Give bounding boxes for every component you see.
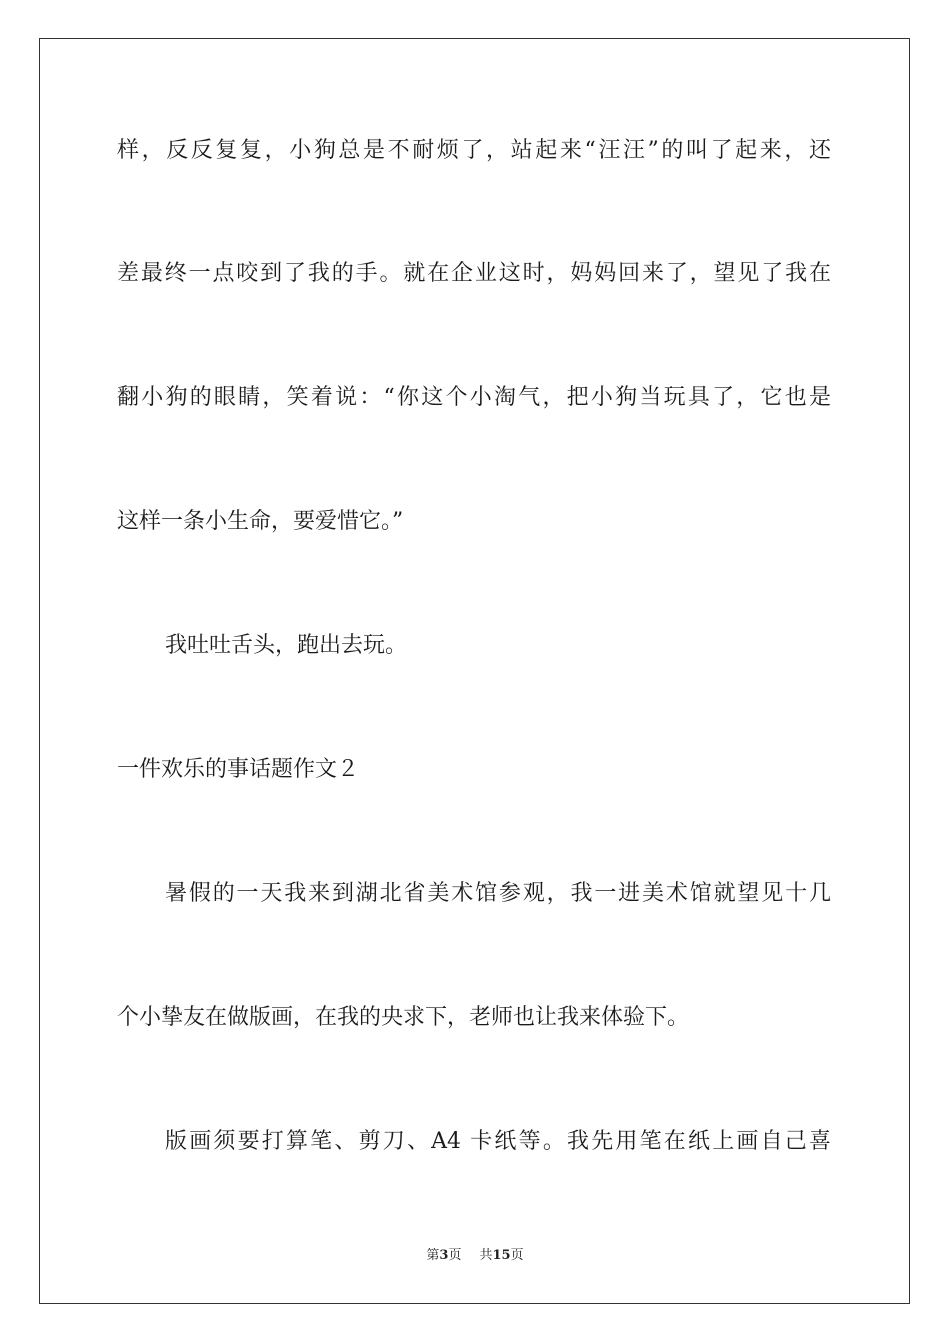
- body-text-line: 个小挚友在做版画，在我的央求下，老师也让我来体验下。: [117, 1005, 690, 1030]
- paragraph-line: 版画须要打算笔、剪刀、A4 卡纸等。我先用笔在纸上画自己喜: [165, 1129, 831, 1154]
- total-pages: 15: [492, 1248, 511, 1263]
- page-prefix: 第: [426, 1248, 440, 1263]
- total-suffix: 页: [510, 1248, 524, 1263]
- paragraph-line: 我吐吐舌头，跑出去玩。: [165, 633, 408, 658]
- page-border: [39, 38, 910, 1304]
- total-prefix: 共: [479, 1248, 493, 1263]
- page-footer: [0, 1247, 950, 1265]
- body-text-line: 差最终一点咬到了我的手。就在企业这时，妈妈回来了，望见了我在: [117, 261, 831, 286]
- paragraph-line: 暑假的一天我来到湖北省美术馆参观，我一进美术馆就望见十几: [165, 881, 831, 906]
- body-text-line: 翻小狗的眼睛，笑着说：“你这个小淘气，把小狗当玩具了，它也是: [117, 385, 831, 410]
- page-number: 3: [439, 1248, 449, 1263]
- body-text-line: 这样一条小生命，要爱惜它。”: [117, 509, 404, 534]
- body-text-line: 样，反反复复，小狗总是不耐烦了，站起来“汪汪”的叫了起来，还: [117, 138, 831, 163]
- section-heading: 一件欢乐的事话题作文２: [117, 757, 360, 782]
- page-suffix: 页: [448, 1248, 462, 1263]
